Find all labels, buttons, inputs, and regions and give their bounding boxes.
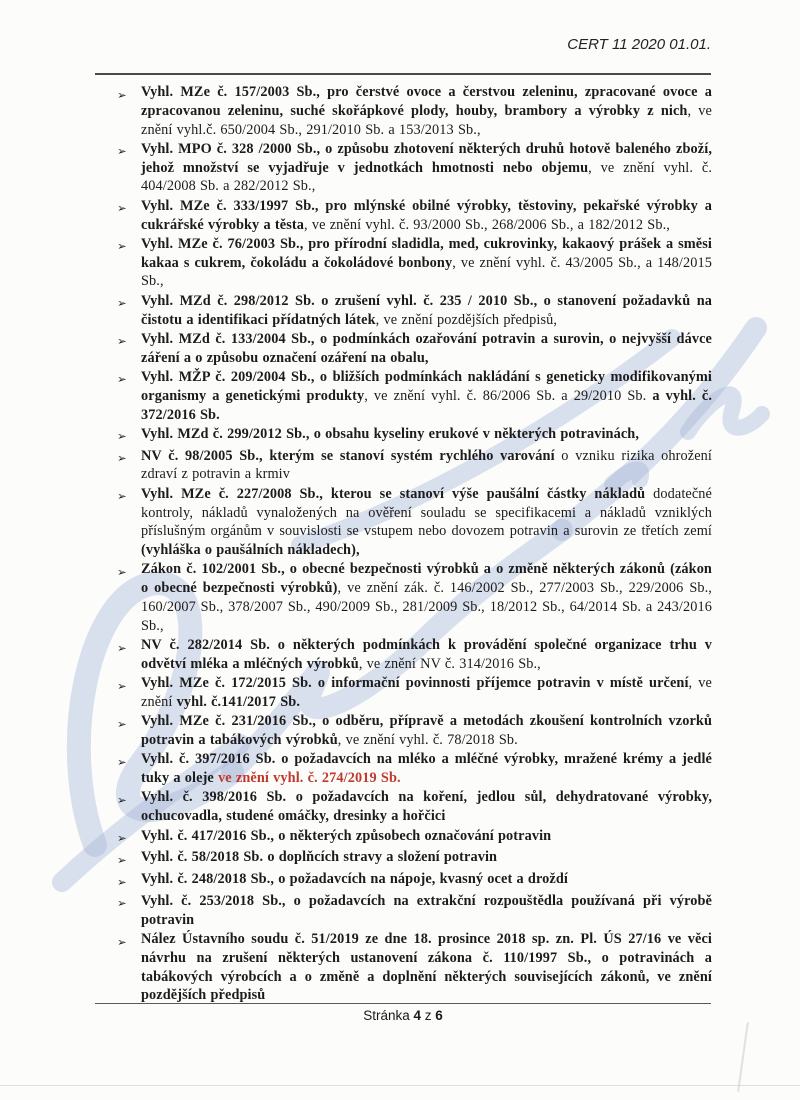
list-item — [95, 368, 712, 424]
list-item-text: Vyhl. MZe č. 227/2008 Sb., kterou se stanoví výše paušální částky nákladů dodatečné kontroly, nákladů vynaložených na ověření souladu se specifikacemi a nákladů vzniklých příslušným orgánům v souvislosti se vstupem nebo dovozem potravin a surovin ze třetích zemí (vyhláška o paušálních nákladech), — [141, 485, 712, 559]
list-item — [95, 140, 712, 196]
list-item — [95, 560, 712, 635]
list-item — [95, 827, 712, 848]
list-item-text: Vyhl. č. 58/2018 Sb. o doplňcích stravy a složení potravin — [141, 849, 498, 866]
list-item — [95, 425, 712, 446]
list-item-text: Vyhl. č. 253/2018 Sb., o požadavcích na extrakční rozpouštědla používaná při výrobě potravin — [141, 892, 712, 928]
scan-artifact-line — [737, 1022, 748, 1092]
list-item-text: Vyhl. MZe č. 157/2003 Sb., pro čerstvé ovoce a čerstvou zeleninu, zpracované ovoce a zpracovanou zeleninu, suché skořápkové plody, houby, brambory a výrobky z nich, ve znění vyhl.č. 650/2004 Sb., 291/2010 Sb. a 153/2013 Sb., — [141, 84, 712, 138]
header-doc-code: CERT 11 2020 01.01. — [567, 36, 711, 53]
arrow-bullet-icon: ➢ — [117, 896, 127, 911]
list-item — [95, 750, 712, 788]
list-item — [95, 292, 712, 330]
list-item — [95, 870, 712, 891]
list-item-text: NV č. 98/2005 Sb., kterým se stanoví systém rychlého varování o vzniku rizika ohrožení zdraví z potravin a krmiv — [141, 447, 713, 483]
arrow-bullet-icon: ➢ — [117, 716, 127, 731]
arrow-bullet-icon: ➢ — [117, 852, 127, 867]
arrow-bullet-icon: ➢ — [117, 429, 127, 444]
list-item — [95, 83, 712, 139]
list-item — [95, 848, 712, 869]
arrow-bullet-icon: ➢ — [117, 87, 127, 102]
list-item-text: Vyhl. MZd č. 298/2012 Sb. o zrušení vyhl. č. 235 / 2010 Sb., o stanovení požadavků na čistotu a identifikaci přídatných látek, ve znění pozdějších předpisů, — [141, 292, 712, 328]
arrow-bullet-icon: ➢ — [117, 372, 127, 387]
list-item-text: Vyhl. MZe č. 172/2015 Sb. o informační povinnosti příjemce potravin v místě určení, ve znění vyhl. č.141/2017 Sb. — [141, 675, 712, 710]
arrow-bullet-icon: ➢ — [117, 934, 127, 949]
list-item-text: Vyhl. č. 398/2016 Sb. o požadavcích na koření, jedlou sůl, dehydratované výrobky, ochucovadla, studené omáčky, dresinky a hořčici — [141, 789, 712, 825]
arrow-bullet-icon: ➢ — [117, 451, 127, 466]
arrow-bullet-icon: ➢ — [117, 678, 127, 693]
list-item-text: Vyhl. MZd č. 299/2012 Sb., o obsahu kyseliny erukové v některých potravinách, — [141, 425, 640, 442]
footer-page-prefix: Stránka — [363, 1008, 414, 1023]
list-item-text: Vyhl. MZe č. 231/2016 Sb., o odběru, přípravě a metodách zkoušení kontrolních vzorků potravin a tabákových výrobků, ve znění vyhl. č. 78/2018 Sb. — [141, 713, 712, 749]
arrow-bullet-icon: ➢ — [117, 754, 127, 769]
list-item — [95, 930, 712, 1005]
footer-total-pages: 6 — [435, 1008, 443, 1023]
scan-artifact-line — [0, 1085, 800, 1086]
list-item — [95, 788, 712, 826]
arrow-bullet-icon: ➢ — [117, 831, 127, 846]
list-item-text: Vyhl. MPO č. 328 /2000 Sb., o způsobu zhotovení některých druhů hotově baleného zboží, jehož množství se vyjadřuje v jednotkách hmotnosti nebo objemu, ve znění vyhl. č. 404/2008 Sb. a 282/2012 Sb., — [141, 140, 712, 195]
footer-page-number: 4 — [413, 1008, 421, 1023]
list-item — [95, 197, 712, 235]
header-divider — [95, 73, 711, 75]
list-item — [95, 485, 712, 560]
list-item — [95, 892, 712, 930]
list-item-text: NV č. 282/2014 Sb. o některých podmínkách k provádění společné organizace trhu v odvětví mléka a mléčných výrobků, ve znění NV č. 314/2016 Sb., — [141, 637, 712, 672]
list-item-text: Vyhl. č. 417/2016 Sb., o některých způsobech označování potravin — [141, 827, 552, 844]
page-footer — [95, 1008, 711, 1023]
list-item-text: Vyhl. MZd č. 133/2004 Sb., o podmínkách ozařování potravin a surovin, o nejvyšší dávce záření a o způsobu označení ozáření na obalu, — [141, 330, 712, 366]
list-item-text: Vyhl. č. 248/2018 Sb., o požadavcích na nápoje, kvasný ocet a droždí — [141, 871, 568, 888]
arrow-bullet-icon: ➢ — [117, 792, 127, 807]
list-item-text: Vyhl. MŽP č. 209/2004 Sb., o bližších podmínkách nakládání s geneticky modifikovanými organismy a genetickými produkty, ve znění vyhl. č. 86/2006 Sb. a 29/2010 Sb. a vyhl. č. 372/2016 Sb. — [141, 368, 712, 423]
arrow-bullet-icon: ➢ — [117, 144, 127, 159]
footer-page-separator: z — [421, 1008, 436, 1023]
arrow-bullet-icon: ➢ — [117, 334, 127, 349]
arrow-bullet-icon: ➢ — [117, 640, 127, 655]
regulation-list — [95, 83, 712, 1006]
footer-divider — [95, 1003, 711, 1004]
list-item — [95, 330, 712, 368]
arrow-bullet-icon: ➢ — [117, 874, 127, 889]
arrow-bullet-icon: ➢ — [117, 564, 127, 579]
list-item-text: Zákon č. 102/2001 Sb., o obecné bezpečnosti výrobků a o změně některých zákonů (zákon o obecné bezpečnosti výrobků), ve znění zák. č. 146/2002 Sb., 277/2003 Sb., 229/2006 Sb., 160/2007 Sb., 378/2007 Sb., 490/2009 Sb., 281/2009 Sb., 18/2012 Sb., 64/2014 Sb. a 243/2016 Sb., — [141, 561, 712, 634]
list-item — [95, 674, 712, 712]
arrow-bullet-icon: ➢ — [117, 489, 127, 504]
list-item-text: Vyhl. č. 397/2016 Sb. o požadavcích na mléko a mléčné výrobky, mražené krémy a jedlé tuky a oleje ve znění vyhl. č. 274/2019 Sb. — [141, 751, 712, 787]
arrow-bullet-icon: ➢ — [117, 239, 127, 254]
list-item — [95, 235, 712, 291]
list-item-text: Vyhl. MZe č. 333/1997 Sb., pro mlýnské obilné výrobky, těstoviny, pekařské výrobky a cukrářské výrobky a těsta, ve znění vyhl. č. 93/2000 Sb., 268/2006 Sb., a 182/2012 Sb., — [141, 197, 712, 233]
list-item — [95, 636, 712, 674]
list-item — [95, 447, 712, 485]
list-item-text: Nález Ústavního soudu č. 51/2019 ze dne 18. prosince 2018 sp. zn. Pl. ÚS 27/16 ve věci návrhu na zrušení některých ustanovení zákona č. 110/1997 Sb., o potravinách a tabákových výrobcích a o změně a doplnění některých souvisejících zákonů, ve znění pozdějších předpisů — [141, 931, 712, 1004]
list-item — [95, 712, 712, 750]
arrow-bullet-icon: ➢ — [117, 296, 127, 311]
arrow-bullet-icon: ➢ — [117, 201, 127, 216]
list-item-text: Vyhl. MZe č. 76/2003 Sb., pro přírodní sladidla, med, cukrovinky, kakaový prášek a směsi kakaa s cukrem, čokoládu a čokoládové bonbony, ve znění vyhl. č. 43/2005 Sb., a 148/2015 Sb., — [141, 235, 712, 290]
